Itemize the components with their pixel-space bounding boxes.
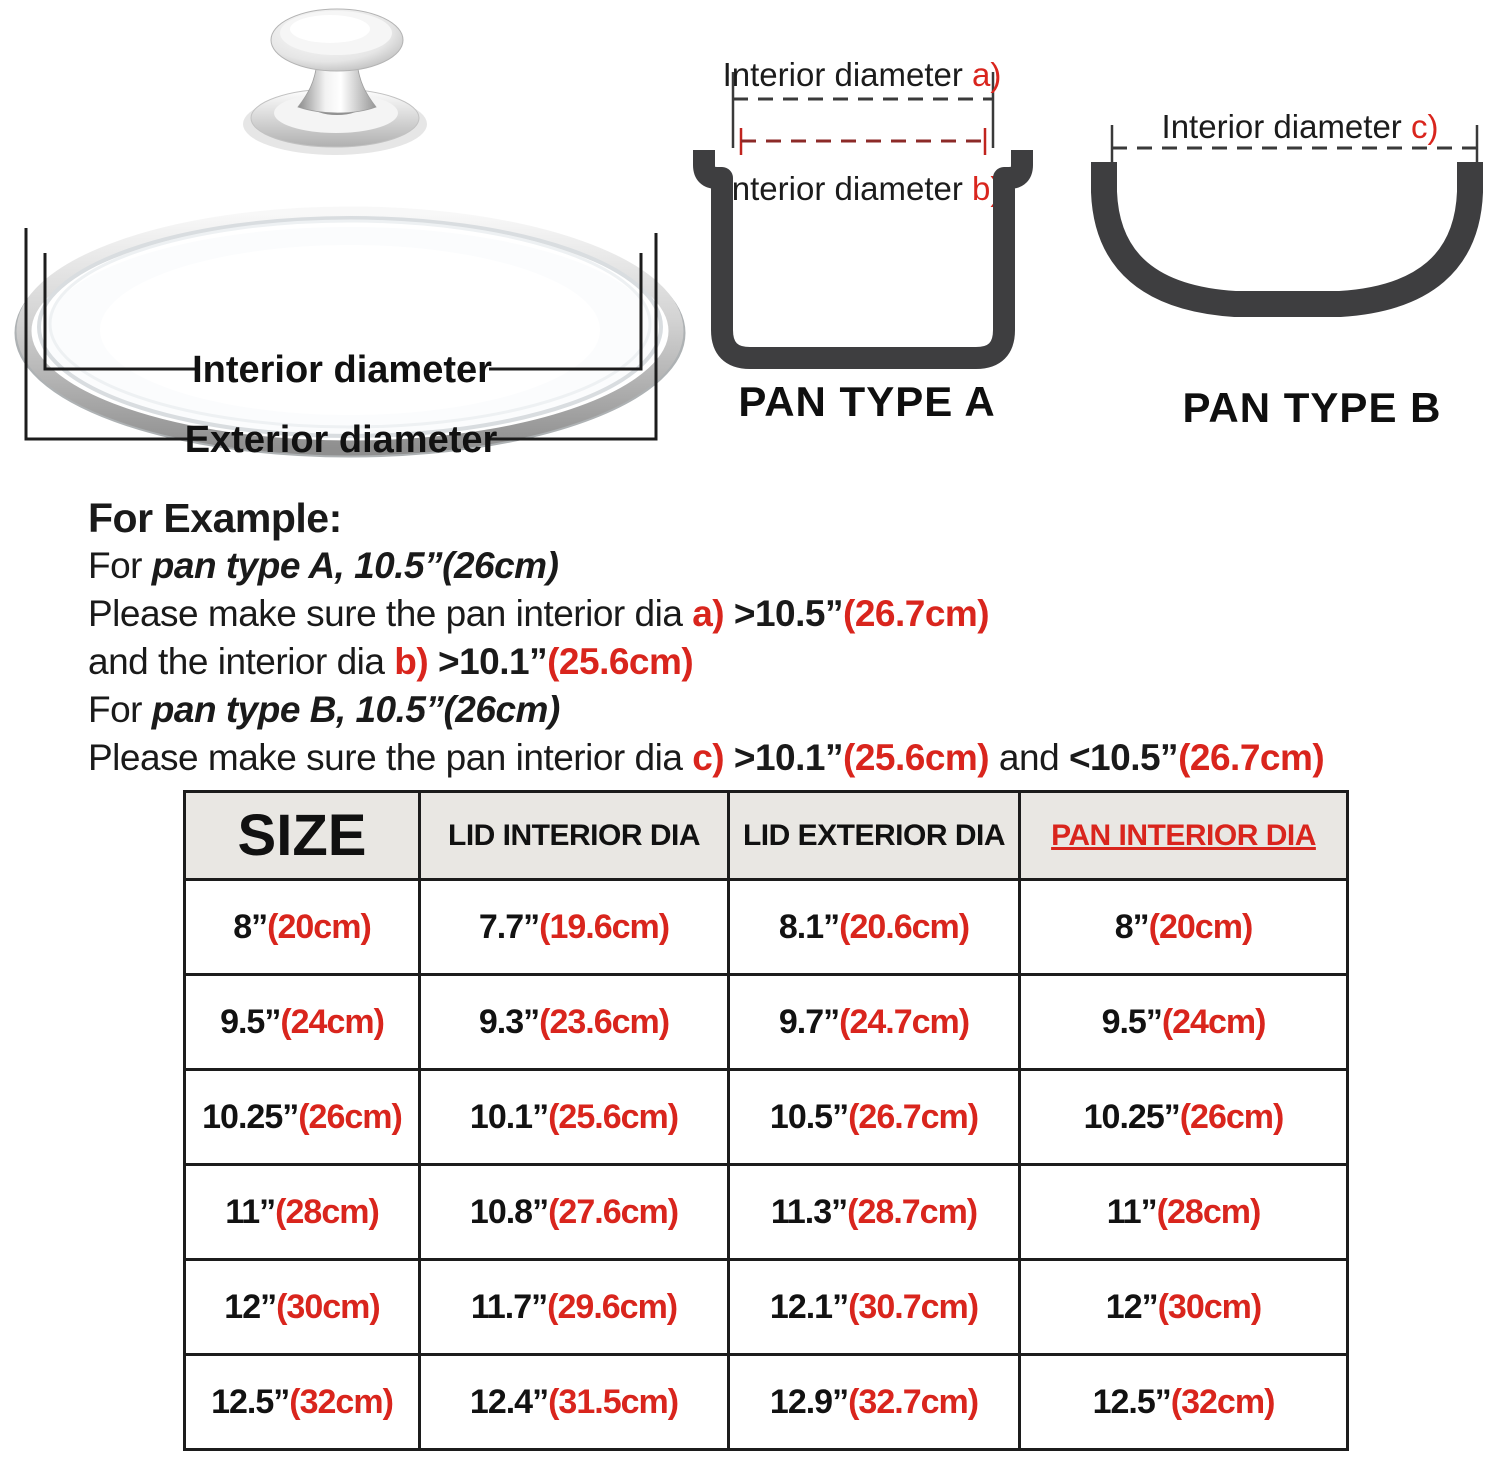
header-size: SIZE [185,792,420,880]
header-pan-interior-dia: PAN INTERIOR DIA [1020,792,1348,880]
table-row [185,880,1348,975]
table-row [185,1070,1348,1165]
table-row [185,1260,1348,1355]
pan-a-dimension-b [741,128,985,155]
table-cell: 9.7”(24.7cm) [729,975,1020,1070]
table-header-row [185,792,1348,880]
table-cell: 12.5”(32cm) [1020,1355,1348,1450]
table-cell: 10.5”(26.7cm) [729,1070,1020,1165]
table-row [185,1355,1348,1450]
example-line-pan-a: For pan type A, 10.5”(26cm) [88,545,559,586]
table-cell: 9.5”(24cm) [1020,975,1348,1070]
example-line-rule-a: Please make sure the pan interior dia a) >10.5”(26.7cm) [88,593,990,634]
table-cell: 10.1”(25.6cm) [420,1070,729,1165]
pan-b-cross-section [1104,162,1470,304]
pan-type-a-diagram [690,40,1040,430]
table-row [185,1165,1348,1260]
pan-type-b-diagram [1080,100,1500,440]
pan-a-interior-b-label: Interior diameter b) [722,170,1002,207]
table-cell: 12”(30cm) [1020,1260,1348,1355]
lid-knob [243,9,427,155]
table-cell: 8”(20cm) [1020,880,1348,975]
table-cell: 9.5”(24cm) [185,975,420,1070]
pan-a-interior-a-label: Interior diameter a) [722,56,1002,93]
example-line-rule-b: and the interior dia b) >10.1”(25.6cm) [88,641,694,682]
example-line-pan-b: For pan type B, 10.5”(26cm) [88,689,560,730]
header-lid-interior-dia: LID INTERIOR DIA [420,792,729,880]
lid-interior-diameter-label: Interior diameter [192,349,492,391]
sizing-example-text [88,494,1324,782]
example-heading: For Example: [88,495,342,541]
table-row [185,975,1348,1070]
table-cell: 11.7”(29.6cm) [420,1260,729,1355]
table-cell: 11”(28cm) [1020,1165,1348,1260]
table-cell: 12.4”(31.5cm) [420,1355,729,1450]
table-cell: 12.1”(30.7cm) [729,1260,1020,1355]
table-cell: 9.3”(23.6cm) [420,975,729,1070]
table-cell: 12”(30cm) [185,1260,420,1355]
size-chart-table [183,790,1349,1451]
table-cell: 11.3”(28.7cm) [729,1165,1020,1260]
pan-a-caption: PAN TYPE A [738,378,996,425]
table-cell: 8”(20cm) [185,880,420,975]
table-cell: 12.5”(32cm) [185,1355,420,1450]
table-cell: 10.25”(26cm) [185,1070,420,1165]
glass-lid-figure [0,0,700,470]
table-cell: 10.25”(26cm) [1020,1070,1348,1165]
pan-b-interior-c-label: Interior diameter c) [1161,108,1439,145]
lid-exterior-diameter-label: Exterior diameter [184,419,498,461]
table-cell: 12.9”(32.7cm) [729,1355,1020,1450]
table-cell: 8.1”(20.6cm) [729,880,1020,975]
header-lid-exterior-dia: LID EXTERIOR DIA [729,792,1020,880]
table-cell: 11”(28cm) [185,1165,420,1260]
example-line-rule-c: Please make sure the pan interior dia c) >10.1”(25.6cm) and <10.5”(26.7cm) [88,737,1325,778]
table-cell: 10.8”(27.6cm) [420,1165,729,1260]
pan-b-caption: PAN TYPE B [1182,384,1442,431]
table-cell: 7.7”(19.6cm) [420,880,729,975]
